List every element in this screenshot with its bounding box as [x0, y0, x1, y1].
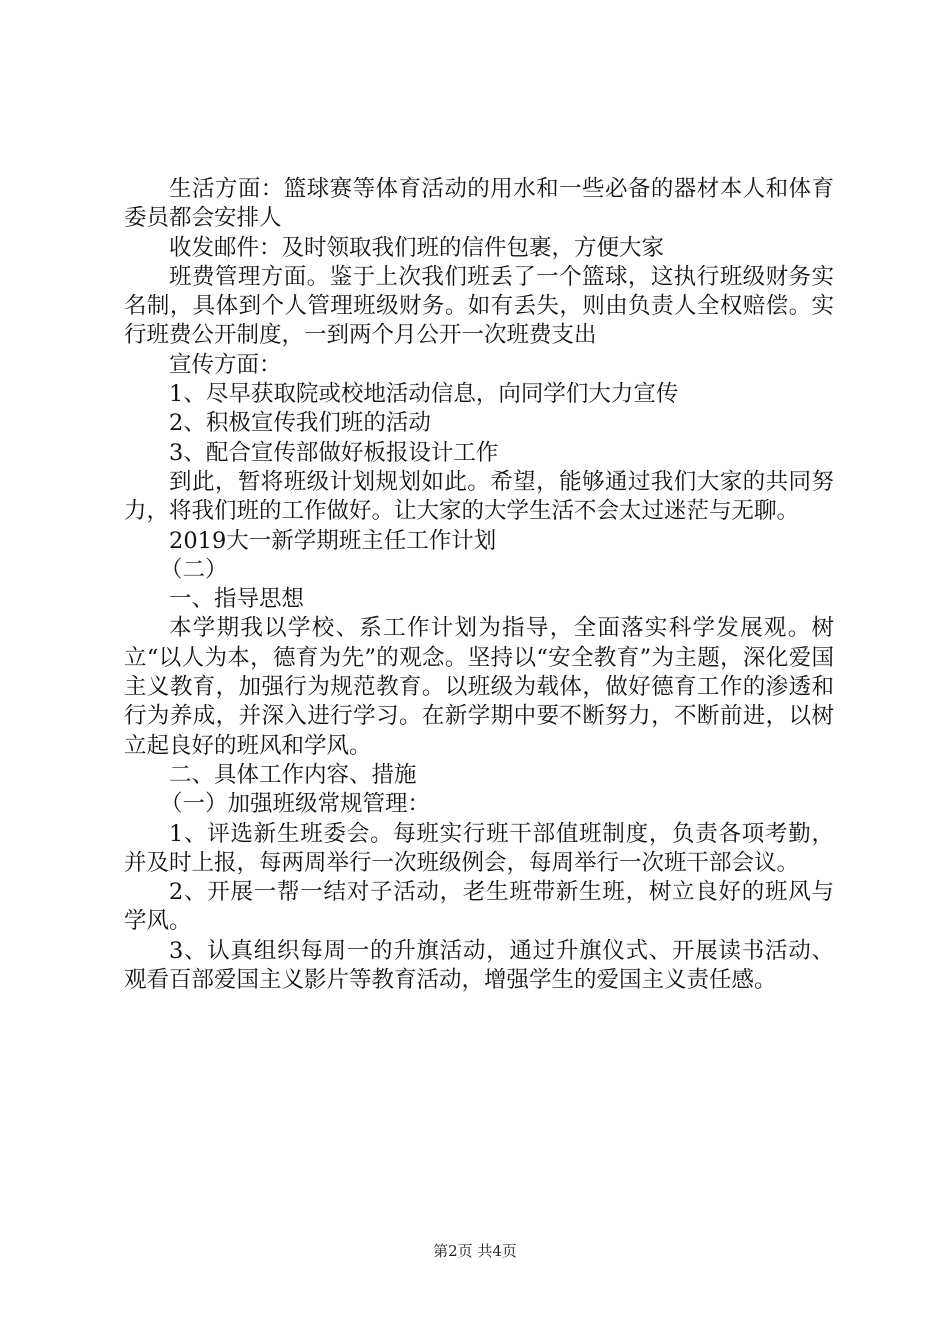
- paragraph-item-1: 1、评选新生班委会。每班实行班干部值班制度，负责各项考勤，并及时上报，每两周举行一次班级例会，每周举行一次班干部会议。: [124, 820, 834, 876]
- heading-work-content: 二、具体工作内容、措施: [169, 761, 417, 788]
- paragraph-mail: 收发邮件：及时领取我们班的信件包裹，方便大家: [169, 234, 665, 261]
- document-section-title: 2019大一新学期班主任工作计划: [169, 527, 497, 554]
- section-number: （二）: [160, 556, 228, 583]
- paragraph-publicity-item-3: 3、配合宣传部做好板报设计工作: [169, 439, 499, 466]
- paragraph-publicity-heading: 宣传方面：: [169, 351, 282, 378]
- page-footer: 第2页 共4页: [433, 1242, 517, 1260]
- document-body: [124, 175, 834, 995]
- paragraph-item-3: 3、认真组织每周一的升旗活动，通过升旗仪式、开展读书活动、观看百部爱国主义影片等教育活动，增强学生的爱国主义责任感。: [124, 937, 834, 994]
- paragraph-item-2: 2、开展一帮一结对子活动，老生班带新生班，树立良好的班风与学风。: [124, 879, 834, 935]
- subheading-routine-management: （一）加强班级常规管理：: [160, 791, 431, 818]
- paragraph-publicity-item-2: 2、积极宣传我们班的活动: [169, 410, 431, 437]
- paragraph-conclusion: 到此，暂将班级计划规划如此。希望，能够通过我们大家的共同努力，将我们班的工作做好。让大家的大学生活不会太过迷茫与无聊。: [124, 468, 834, 525]
- paragraph-class-fee: 班费管理方面。鉴于上次我们班丢了一个篮球，这执行班级财务实名制，具体到个人管理班级财务。如有丢失，则由负责人全权赔偿。实行班费公开制度，一到两个月公开一次班费支出: [124, 263, 834, 349]
- paragraph-guiding-idea: 本学期我以学校、系工作计划为指导，全面落实科学发展观。树立“以人为本，德育为先”的观念。坚持以“安全教育”为主题，深化爱国主义教育，加强行为规范教育。以班级为载体，做好德育工作的渗透和行为养成，并深入进行学习。在新学期中要不断努力，不断前进，以树立起良好的班风和学风。: [124, 615, 834, 759]
- paragraph-life: 生活方面：篮球赛等体育活动的用水和一些必备的器材本人和体育委员都会安排人: [124, 176, 834, 232]
- heading-guiding-idea: 一、指导思想: [169, 586, 305, 613]
- paragraph-publicity-item-1: 1、尽早获取院或校地活动信息，向同学们大力宣传: [169, 381, 679, 408]
